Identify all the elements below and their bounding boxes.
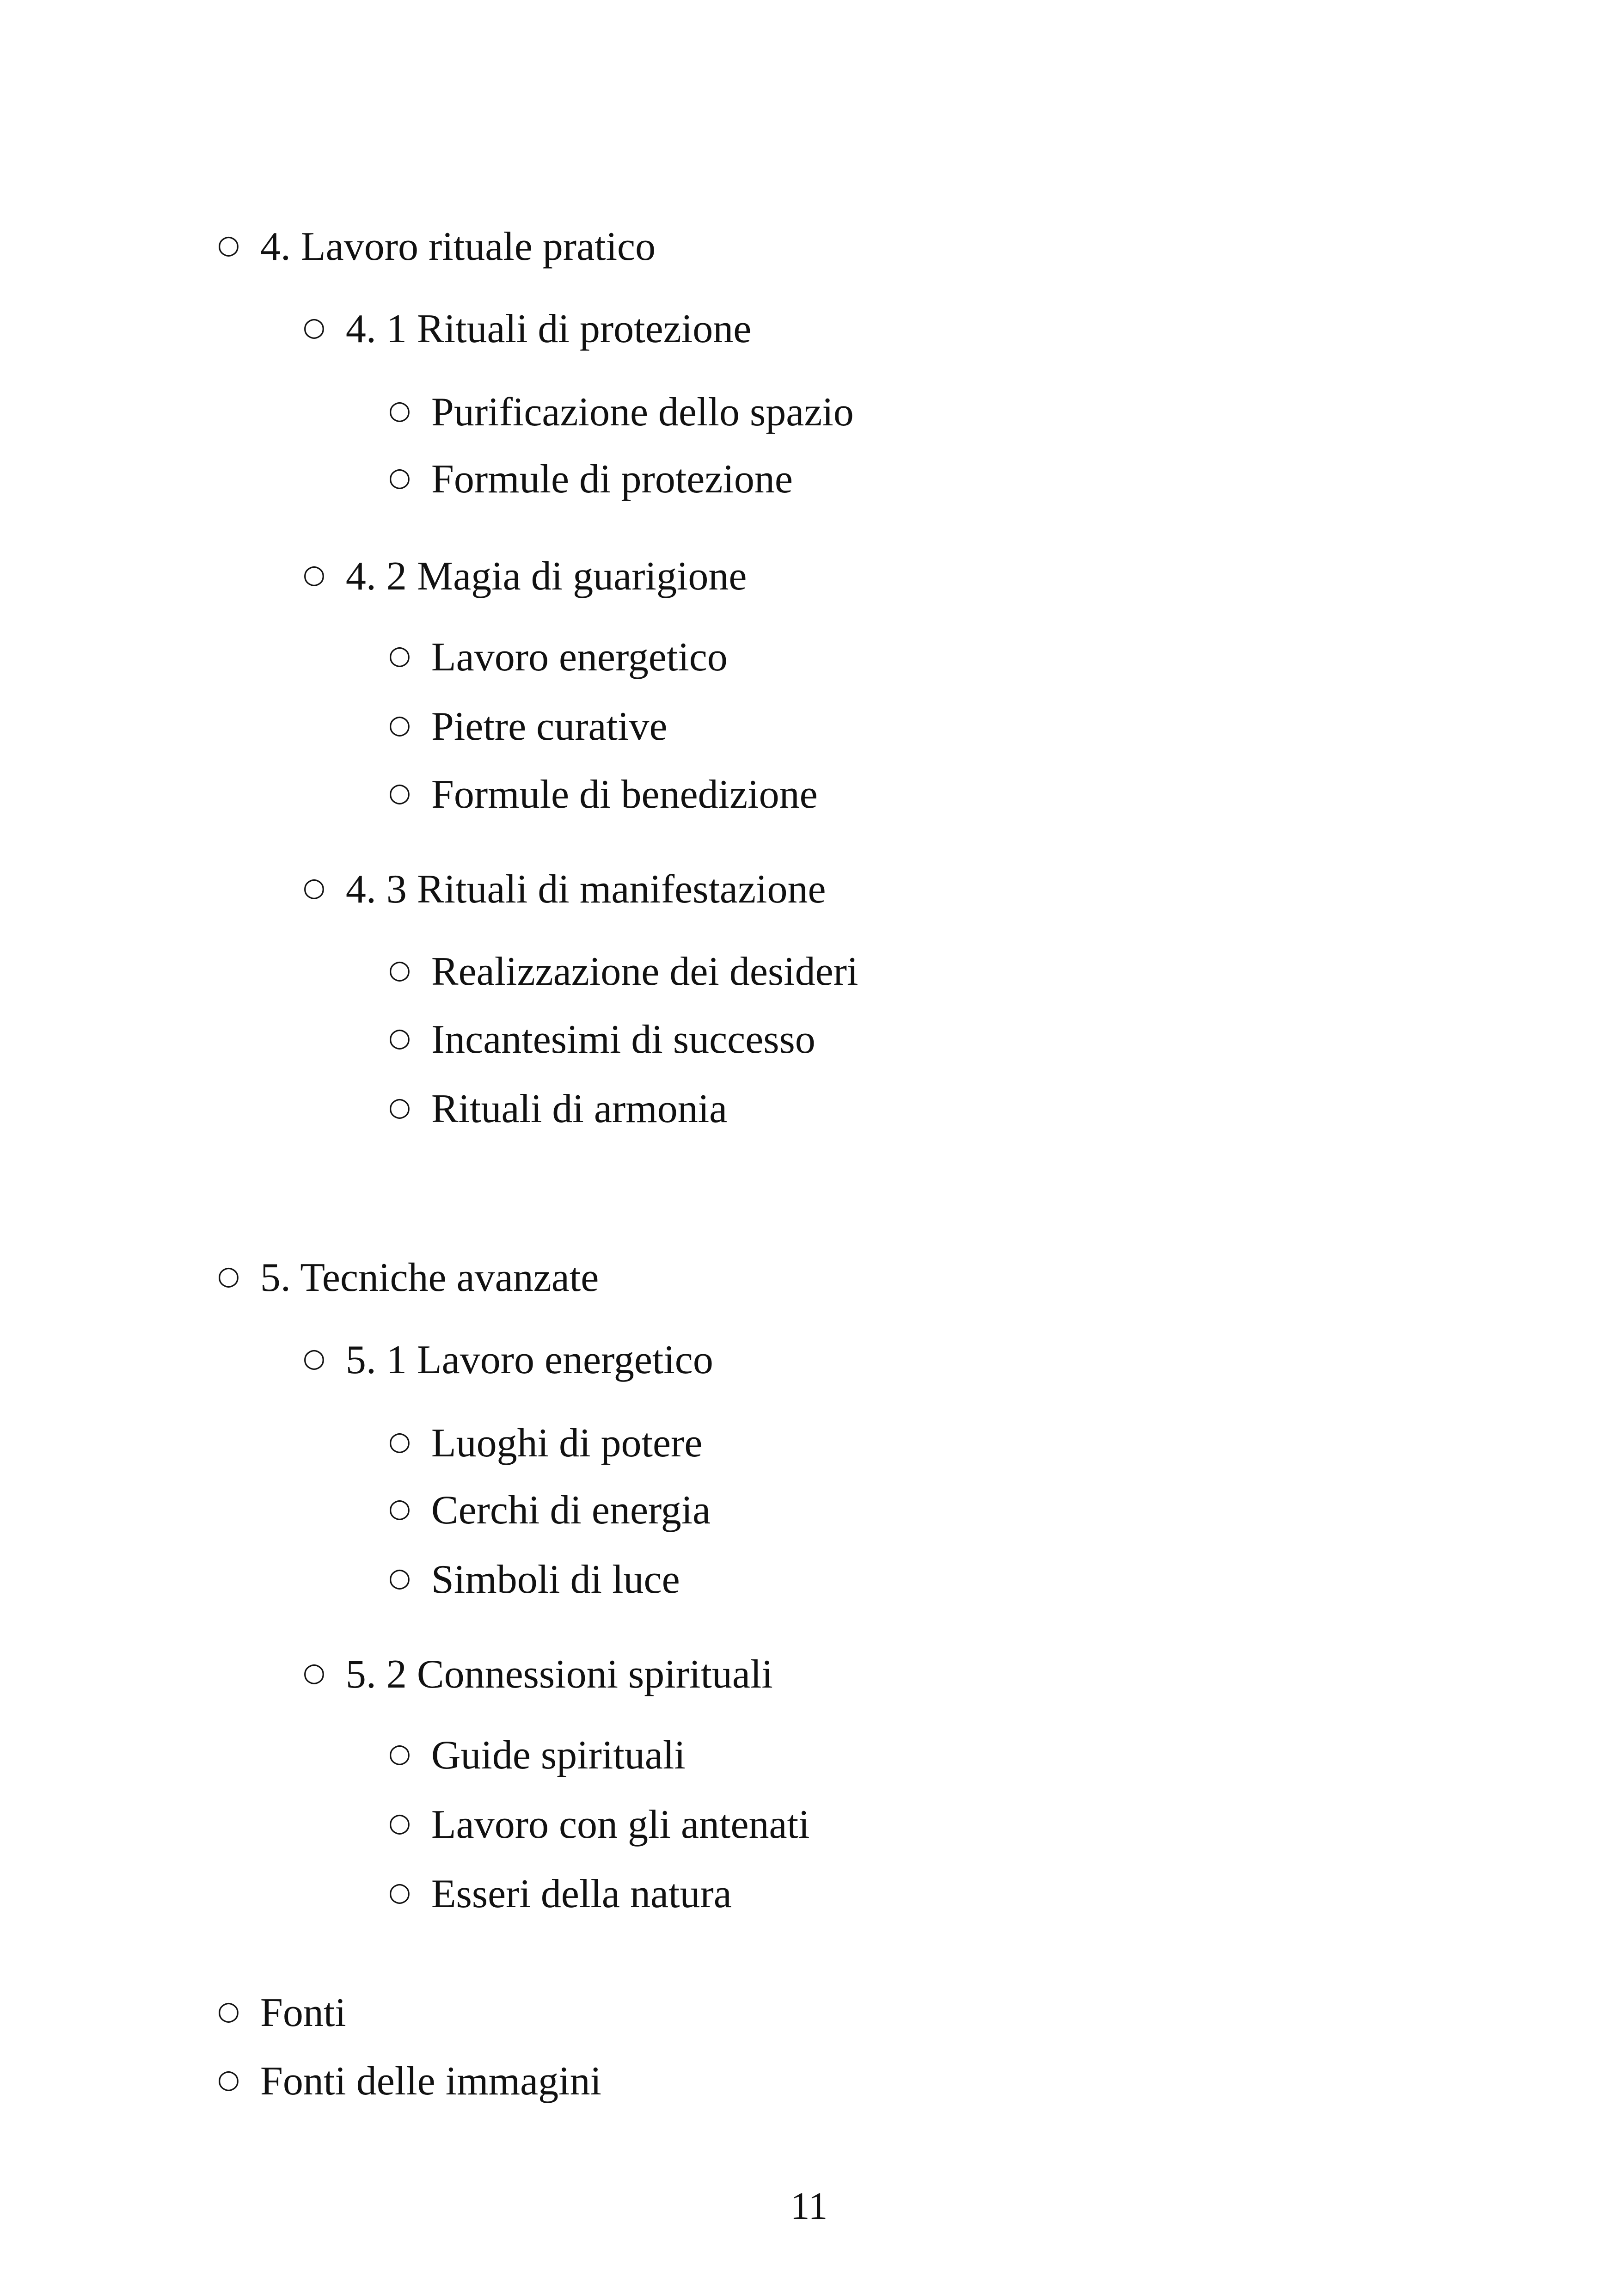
toc-item-level3[interactable]: [388, 1559, 680, 1600]
toc-item-label: Cerchi di energia: [431, 1488, 711, 1533]
toc-item-label: Incantesimi di successo: [431, 1017, 815, 1062]
circle-bullet-icon: ○: [388, 640, 411, 670]
toc-item-level3[interactable]: [388, 706, 668, 747]
circle-bullet-icon: ○: [388, 1092, 411, 1122]
circle-bullet-icon: ○: [388, 1493, 411, 1523]
circle-bullet-icon: ○: [388, 1023, 411, 1053]
circle-bullet-icon: ○: [388, 1563, 411, 1593]
toc-item-label: 4. Lavoro rituale pratico: [260, 224, 656, 269]
toc-item-label: Rituali di armonia: [431, 1087, 728, 1131]
toc-item-level3[interactable]: [388, 459, 793, 500]
toc-item-label: 5. 2 Connessioni spirituali: [345, 1652, 773, 1697]
toc-item-label: Fonti: [260, 1990, 346, 2035]
toc-item-level3[interactable]: [388, 1089, 727, 1130]
toc-item-level2[interactable]: [303, 309, 751, 350]
circle-bullet-icon: ○: [388, 1877, 411, 1907]
toc-item-label: Formule di protezione: [431, 457, 793, 502]
circle-bullet-icon: ○: [217, 2064, 240, 2094]
circle-bullet-icon: ○: [388, 395, 411, 425]
toc-item-label: Lavoro energetico: [431, 635, 728, 680]
toc-item-level3[interactable]: [388, 637, 728, 678]
toc-item-level3[interactable]: [388, 1735, 686, 1776]
circle-bullet-icon: ○: [303, 872, 325, 902]
toc-item-level3[interactable]: [388, 1490, 711, 1531]
circle-bullet-icon: ○: [303, 1658, 325, 1688]
page-number: 11: [790, 2185, 828, 2228]
toc-item-level2[interactable]: [303, 1654, 773, 1695]
toc-item-label: 5. Tecniche avanzate: [260, 1255, 599, 1300]
toc-item-level1[interactable]: [217, 1255, 599, 1300]
toc-item-level2[interactable]: [303, 1340, 713, 1381]
toc-item-level3[interactable]: [388, 1874, 732, 1915]
toc-item-level2[interactable]: [303, 869, 826, 910]
circle-bullet-icon: ○: [217, 1261, 240, 1291]
toc-item-label: 4. 2 Magia di guarigione: [345, 554, 747, 599]
toc-item-level3[interactable]: [388, 1019, 815, 1060]
toc-item-label: 4. 3 Rituali di manifestazione: [345, 867, 826, 912]
toc-item-level3[interactable]: [388, 1423, 702, 1464]
circle-bullet-icon: ○: [303, 559, 325, 589]
circle-bullet-icon: ○: [388, 710, 411, 740]
circle-bullet-icon: ○: [388, 955, 411, 985]
circle-bullet-icon: ○: [388, 1426, 411, 1456]
circle-bullet-icon: ○: [303, 312, 325, 342]
toc-item-label: Lavoro con gli antenati: [431, 1802, 810, 1847]
toc-item-label: 4. 1 Rituali di protezione: [345, 307, 752, 351]
toc-item-label: Formule di benedizione: [431, 772, 818, 817]
circle-bullet-icon: ○: [217, 230, 240, 260]
toc-item-label: Luoghi di potere: [431, 1421, 703, 1466]
toc-item-level3[interactable]: [388, 774, 818, 815]
circle-bullet-icon: ○: [388, 1738, 411, 1768]
toc-item-label: Fonti delle immagini: [260, 2059, 602, 2104]
toc-item-label: Purificazione dello spazio: [431, 390, 854, 435]
toc-item-level2[interactable]: [303, 556, 747, 597]
circle-bullet-icon: ○: [303, 1343, 325, 1373]
circle-bullet-icon: ○: [217, 1996, 240, 2026]
toc-item-level3[interactable]: [388, 1802, 810, 1847]
circle-bullet-icon: ○: [388, 462, 411, 492]
toc-item-label: Simboli di luce: [431, 1557, 680, 1602]
toc-item-label: Pietre curative: [431, 704, 668, 749]
toc-item-label: Realizzazione dei desideri: [431, 949, 858, 994]
toc-item-label: Guide spirituali: [431, 1733, 686, 1778]
toc-item-label: 5. 1 Lavoro energetico: [345, 1338, 713, 1382]
toc-item-level1[interactable]: [217, 224, 656, 269]
toc-item-level3[interactable]: [388, 949, 858, 994]
circle-bullet-icon: ○: [388, 778, 411, 808]
circle-bullet-icon: ○: [388, 1808, 411, 1838]
toc-item-level1[interactable]: [217, 1990, 346, 2035]
toc-item-level3[interactable]: [388, 392, 854, 433]
toc-item-level1[interactable]: [217, 2061, 601, 2102]
toc-item-label: Esseri della natura: [431, 1872, 732, 1916]
